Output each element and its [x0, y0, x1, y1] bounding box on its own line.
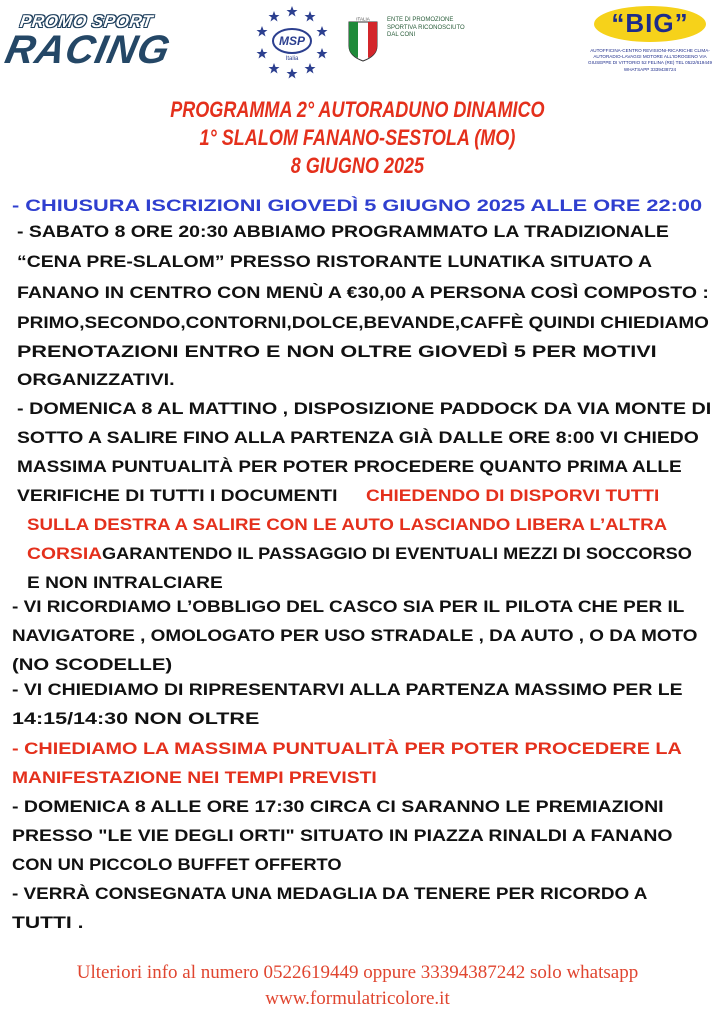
coni-logo: [347, 16, 465, 66]
title-line-2: 1° SLALOM FANANO-SESTOLA (MO): [199, 125, 516, 150]
registration-deadline-line: - CHIUSURA ISCRIZIONI GIOVEDÌ 5 GIUGNO 2025 ALLE ORE 22:00: [12, 196, 703, 215]
header-logos: [0, 0, 715, 92]
content-line: PRESSO "LE VIE DEGLI ORTI" SITUATO IN PIAZZA RINALDI A FANANO: [12, 826, 673, 845]
content-line: ORGANIZZATIVI.: [17, 370, 175, 389]
promo-sport-logo-text: PROMO SPORT: [18, 12, 155, 31]
content-line: - SABATO 8 ORE 20:30 ABBIAMO PROGRAMMATO LA TRADIZIONALE: [17, 222, 669, 241]
content-line: MASSIMA PUNTUALITÀ PER POTER PROCEDERE QUANTO PRIMA ALLE: [17, 457, 682, 476]
msp-italia-logo: [254, 4, 330, 80]
content-line: PRENOTAZIONI ENTRO E NON OLTRE GIOVEDÌ 5 PER MOTIVI: [17, 342, 657, 361]
website-url: www.formulatricolore.it: [265, 988, 450, 1009]
content-line: E NON INTRALCIARE: [27, 573, 223, 592]
coni-country: ITALIA: [356, 16, 370, 22]
red-highlight-line: CORSIA: [27, 544, 103, 563]
page-title: [64, 96, 650, 180]
red-highlight-line: MANIFESTAZIONE NEI TEMPI PREVISTI: [12, 768, 377, 787]
promo-sport-racing-logo: [1, 10, 176, 80]
msp-acronym: MSP: [278, 34, 306, 48]
content-line: - VI CHIEDIAMO DI RIPRESENTARVI ALLA PARTENZA MASSIMO PER LE: [12, 680, 683, 699]
contact-info: Ulteriori info al numero 0522619449 oppure 33394387242 solo whatsapp: [76, 962, 639, 983]
content-line: 14:15/14:30 NON OLTRE: [12, 709, 260, 728]
content-line: - VERRÀ CONSEGNATA UNA MEDAGLIA DA TENERE PER RICORDO A: [12, 884, 648, 903]
content-line: VERIFICHE DI TUTTI I DOCUMENTI: [17, 486, 338, 505]
title-line-3: 8 GIUGNO 2025: [290, 153, 425, 178]
content-line: SOTTO A SALIRE FINO ALLA PARTENZA GIÀ DALLE ORE 8:00 VI CHIEDO: [17, 428, 699, 447]
title-line-1: PROGRAMMA 2° AUTORADUNO DINAMICO: [170, 97, 545, 122]
content-line: “CENA PRE-SLALOM” PRESSO RISTORANTE LUNATIKA SITUATO A: [17, 252, 652, 271]
content-line: NAVIGATORE , OMOLOGATO PER USO STRADALE , DA AUTO , O DA MOTO: [12, 626, 698, 645]
italy-shield-icon: [347, 16, 379, 62]
content-line: GARANTENDO IL PASSAGGIO DI EVENTUALI MEZZI DI SOCCORSO: [102, 544, 692, 563]
big-name: “BIG”: [611, 8, 689, 38]
content-line: - DOMENICA 8 AL MATTINO , DISPOSIZIONE PADDOCK DA VIA MONTE DI: [17, 399, 712, 418]
red-highlight-line: - CHIEDIAMO LA MASSIMA PUNTUALITÀ PER POTER PROCEDERE LA: [12, 739, 682, 758]
red-highlight-line: CHIEDENDO DI DISPORVI TUTTI: [366, 486, 660, 505]
big-officina-logo: [588, 4, 710, 90]
coni-recognition-text: ENTE DI PROMOZIONE SPORTIVA RICONOSCIUTO DAL CONI: [387, 17, 465, 38]
content-line: (NO SCODELLE): [12, 655, 173, 674]
red-highlight-line: SULLA DESTRA A SALIRE CON LE AUTO LASCIANDO LIBERA L’ALTRA: [27, 515, 668, 534]
content-line: CON UN PICCOLO BUFFET OFFERTO: [12, 855, 342, 874]
big-description: AUTOFFICINA-CENTRO REVISIONI-RICARICHE CLIMA-AUTORADIO-LAVAGGI MOTORE ALL'IDROGENO VIA GIUSEPPE DI VITTORIO 52 FELINA (RE) TEL 0522/619449 WHATSAPP 3339438724: [588, 48, 712, 72]
content-line: - VI RICORDIAMO L’OBBLIGO DEL CASCO SIA PER IL PILOTA CHE PER IL: [12, 597, 685, 616]
content-line: - DOMENICA 8 ALLE ORE 17:30 CIRCA CI SARANNO LE PREMIAZIONI: [12, 797, 664, 816]
content-line: TUTTI .: [12, 913, 84, 932]
racing-logo-text: RACING: [1, 28, 175, 72]
content-line: PRIMO,SECONDO,CONTORNI,DOLCE,BEVANDE,CAFFÈ QUINDI CHIEDIAMO: [17, 313, 709, 332]
content-line: FANANO IN CENTRO CON MENÙ A €30,00 A PERSONA COSÌ COMPOSTO :: [17, 283, 709, 302]
msp-country: Italia: [285, 56, 299, 62]
